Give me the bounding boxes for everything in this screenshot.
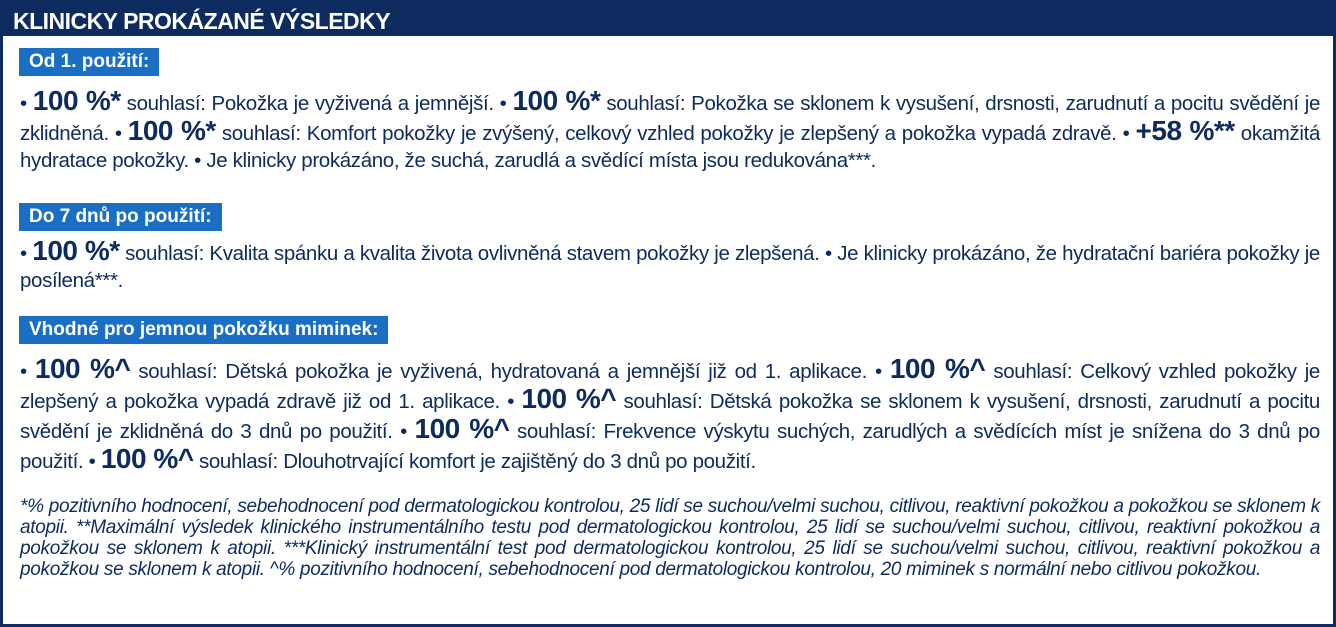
stat-value: 100 %^ (414, 413, 510, 444)
claim-text: souhlasí: Celkový vzhled pokožky je zlepšený a pokožka vypadá zdravě již od 1. aplikace. (20, 360, 1320, 413)
claim-text: souhlasí: Frekvence výskytu suchých, zarudlých a svědících míst je snížena do 3 dnů po použití. (20, 420, 1320, 473)
claim-text: souhlasí: Dětská pokožka se sklonem k vysušení, drsnosti, zarudnutí a pocitu svědění je zklidněná do 3 dnů po použití. (20, 390, 1320, 443)
stat-value: 100 %^ (34, 353, 131, 384)
title-bar (3, 3, 1333, 36)
stat-value: 100 %^ (521, 383, 617, 414)
claim-text: Je klinicky prokázáno, že hydratační bariéra pokožky je posílená***. (20, 242, 1320, 292)
bullet: • (825, 242, 832, 265)
section-text (20, 87, 1320, 174)
bullet: • (400, 420, 407, 443)
footnote: *% pozitivního hodnocení, sebehodnocení pod dermatologickou kontrolou, 25 lidí se suchou/velmi suchou, citlivou, reaktivní pokožkou a pokožkou se sklonem k atopii. **Maximální výsledek klinického instrumentálního testu pod dermatologickou kontrolou, 25 lidí se suchou/velmi suchou, citlivou, reaktivní pokožkou a pokožkou se sklonem k atopii. ***Klinický instrumentální test pod dermatologickou kontrolou, 25 lidí se suchou/velmi suchou, citlivou, reaktivní pokožkou a pokožkou se sklonem k atopii. ^% pozitivního hodnocení, sebehodnocení pod dermatologickou kontrolou, 20 miminek s normální nebo citlivou pokožkou. (20, 496, 1320, 580)
stat-value: 100 %* (32, 235, 120, 266)
bullet: • (20, 242, 27, 265)
claim-text: okamžitá hydratace pokožky. (20, 122, 1320, 172)
stat-value: 100 %^ (889, 353, 986, 384)
stat-value: 100 %* (32, 85, 121, 116)
section-text (20, 355, 1320, 475)
claim-text: souhlasí: Pokožka se sklonem k vysušení, drsnosti, zarudnutí a pocitu svědění je zklidněná. (20, 92, 1320, 145)
bullet: • (874, 360, 882, 383)
claim-text: Je klinicky prokázáno, že suchá, zarudlá a svědící místa jsou redukována***. (206, 149, 876, 172)
claim-text: souhlasí: Pokožka je vyživená a jemnější. (126, 92, 494, 115)
stat-value: 100 %^ (100, 443, 194, 474)
claim-text: souhlasí: Dlouhotrvající komfort je zajištěný do 3 dnů po použití. (198, 450, 756, 473)
panel-title: KLINICKY PROKÁZANÉ VÝSLEDKY (13, 8, 391, 34)
bullet: • (507, 390, 515, 413)
section-label: Do 7 dnů po použití: (19, 203, 222, 231)
claim-text: souhlasí: Komfort pokožky je zvýšený, celkový vzhled pokožky je zlepšený a pokožka vypadá zdravě. (221, 122, 1117, 145)
bullet: • (114, 122, 122, 145)
section-label: Vhodné pro jemnou pokožku miminek: (19, 316, 388, 344)
bullet: • (20, 360, 27, 383)
bullet: • (20, 92, 27, 115)
claim-text: souhlasí: Dětská pokožka je vyživená, hydratovaná a jemnější již od 1. aplikace. (138, 360, 867, 383)
bullet: • (1122, 122, 1130, 145)
section-label: Od 1. použití: (19, 48, 159, 76)
stat-value: +58 %** (1135, 115, 1235, 146)
bullet: • (499, 92, 507, 115)
stat-value: 100 %* (127, 115, 216, 146)
bullet: • (194, 149, 201, 172)
claim-text: souhlasí: Kvalita spánku a kvalita života ovlivněná stavem pokožky je zlepšená. (125, 242, 820, 265)
bullet: • (88, 450, 96, 473)
stat-value: 100 %* (512, 85, 601, 116)
section-text (20, 237, 1320, 294)
